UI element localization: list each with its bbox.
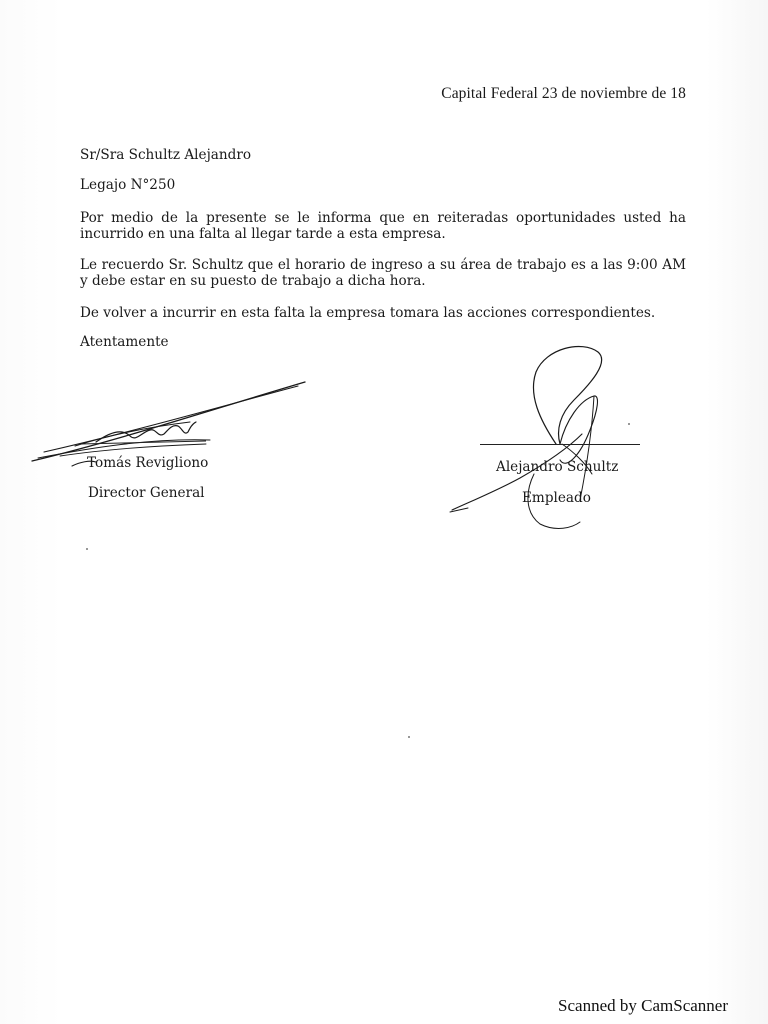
legajo-line: Legajo N°250 <box>80 177 176 193</box>
closing-line: Atentamente <box>80 334 169 350</box>
paragraph-2: Le recuerdo Sr. Schultz que el horario de ingreso a su área de trabajo es a las 9:00 AM y debe estar en su puesto de trabajo a dicha hora. <box>80 257 686 289</box>
date-line: Capital Federal 23 de noviembre de 18 <box>441 85 686 102</box>
scan-speck <box>628 423 630 425</box>
scan-speck <box>408 736 410 738</box>
paragraph-3: De volver a incurrir en esta falta la empresa tomara las acciones correspondientes. <box>80 305 656 321</box>
signer-right-title: Empleado <box>522 490 591 506</box>
scan-speck <box>86 548 88 550</box>
paragraph-1: Por medio de la presente se le informa que en reiteradas oportunidades usted ha incurrido en una falta al llegar tarde a esta empresa. <box>80 210 686 242</box>
signer-right-name: Alejandro Schultz <box>496 459 619 475</box>
signer-left-title: Director General <box>88 485 205 501</box>
scanner-watermark: Scanned by CamScanner <box>558 996 728 1015</box>
signature-line-right <box>480 444 640 445</box>
signature-line-left <box>80 441 206 444</box>
signer-left-name: Tomás Revigliono <box>87 455 209 471</box>
signature-left-scribble <box>32 382 305 466</box>
recipient-line: Sr/Sra Schultz Alejandro <box>80 147 252 163</box>
